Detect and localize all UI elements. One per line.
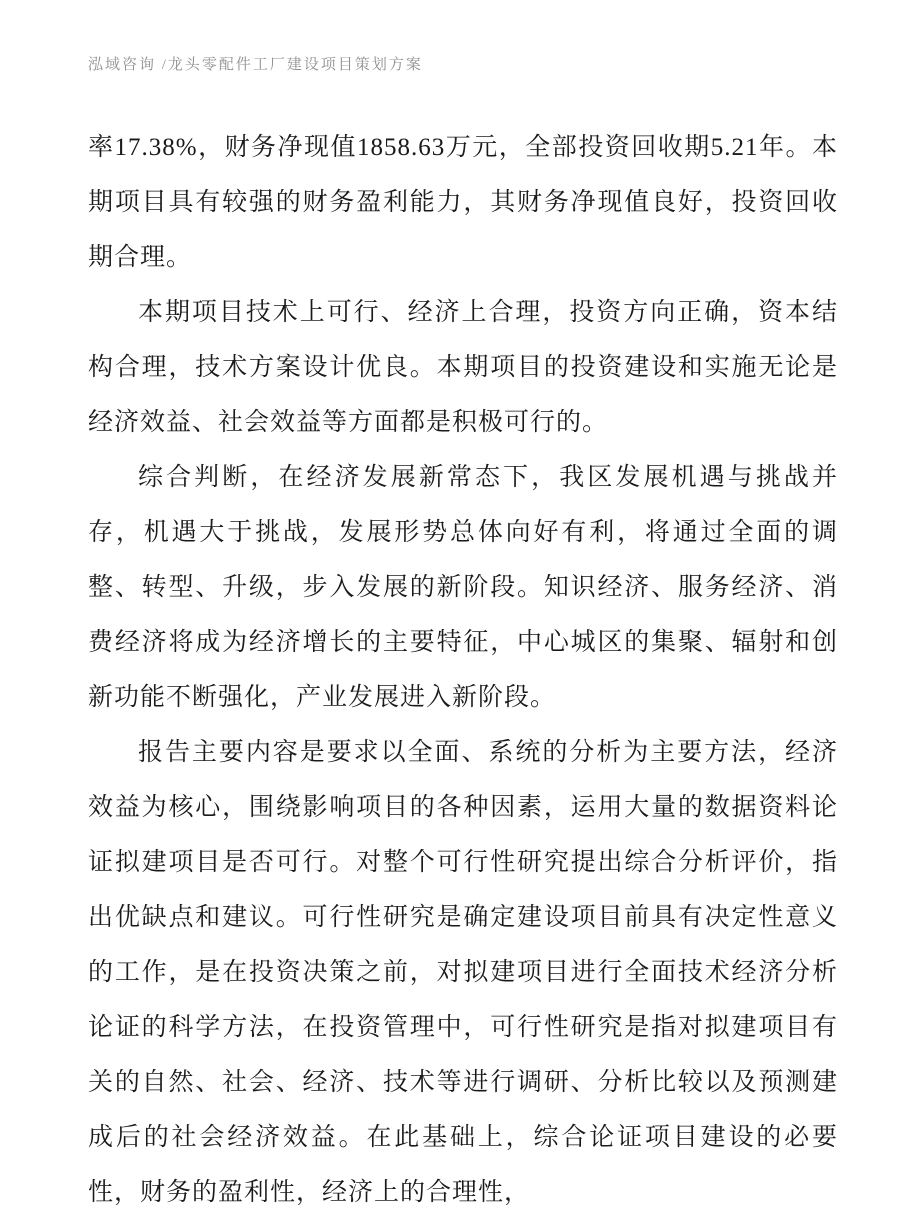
paragraph: 率17.38%，财务净现值1858.63万元，全部投资回收期5.21年。本期项目具有较强的财务盈利能力，其财务净现值良好，投资回收期合理。 — [88, 134, 838, 271]
paragraph: 报告主要内容是要求以全面、系统的分析为主要方法，经济效益为核心，围绕影响项目的各种因素，运用大量的数据资料论证拟建项目是否可行。对整个可行性研究提出综合分析评价，指出优缺点和建议。可行性研究是确定建设项目前具有决定性意义的工作，是在投资决策之前，对拟建项目进行全面技术经济分析论证的科学方法，在投资管理中，可行性研究是指对拟建项目有关的自然、社会、经济、技术等进行调研、分析比较以及预测建成后的社会经济效益。在此基础上，综合论证项目建设的必要性，财务的盈利性，经济上的合理性， — [88, 739, 838, 1206]
page-header: 泓域咨询 /龙头零配件工厂建设项目策划方案 — [88, 57, 423, 73]
paragraph: 本期项目技术上可行、经济上合理，投资方向正确，资本结构合理，技术方案设计优良。本期项目的投资建设和实施无论是经济效益、社会效益等方面都是积极可行的。 — [88, 299, 838, 436]
document-body — [88, 120, 838, 1220]
paragraph: 综合判断，在经济发展新常态下，我区发展机遇与挑战并存，机遇大于挑战，发展形势总体向好有利，将通过全面的调整、转型、升级，步入发展的新阶段。知识经济、服务经济、消费经济将成为经济增长的主要特征，中心城区的集聚、辐射和创新功能不断强化，产业发展进入新阶段。 — [88, 464, 838, 711]
